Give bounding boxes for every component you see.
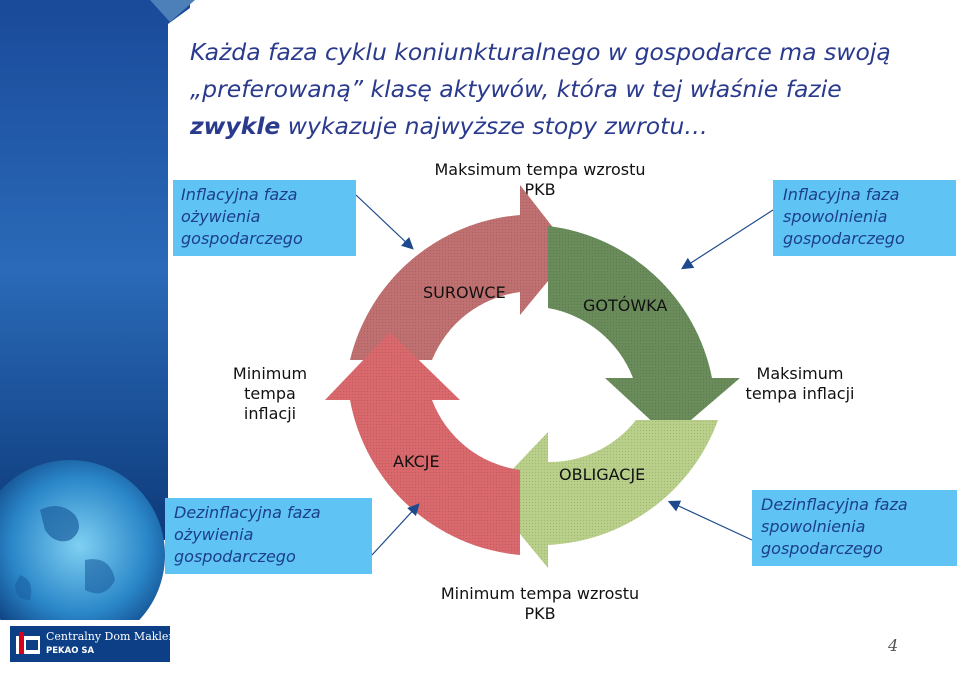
page-number: 4 [888,636,899,655]
label-text: Maksimum tempa wzrostu [434,160,646,179]
box-text: spowolnienia [783,207,888,226]
title-line-1: Każda faza cyklu koniunkturalnego w gospodarce ma swoją [190,38,891,66]
label-text: tempa inflacji [745,384,855,403]
box-text: gospodarczego [181,229,303,248]
label-akcje: AKCJE [393,452,440,471]
label-surowce: SUROWCE [423,283,506,302]
connector-arrow [372,505,418,555]
box-text: Inflacyjna faza [783,185,900,204]
connector-arrow [670,502,752,540]
title-line-2: „preferowaną” klasę aktywów, która w tej właśnie fazie [190,75,842,103]
box-text: gospodarczego [783,229,905,248]
box-text: gospodarczego [761,539,883,558]
label-text: PKB [524,180,556,199]
box-text: Inflacyjna faza [181,185,298,204]
connector-arrow [683,210,773,268]
title-line-3-rest: wykazuje najwyższe stopy zwrotu… [280,112,708,140]
label-gotowka: GOTÓWKA [583,296,668,315]
label-text: Minimum [232,364,308,383]
label-obligacje: OBLIGACJE [559,465,646,484]
box-text: ożywienia [174,525,254,544]
label-text: Minimum tempa wzrostu [440,584,640,603]
box-text: ożywienia [181,207,261,226]
logo-name: Centralny Dom Maklerski [46,630,190,643]
label-text: Maksimum [756,364,844,383]
label-text: inflacji [243,404,297,423]
label-text: tempa [244,384,296,403]
box-text: Dezinflacyjna faza [761,495,908,514]
label-text: PKB [524,604,556,623]
logo-sub: PEKAO SA [46,646,95,656]
box-text: spowolnienia [761,517,866,536]
box-text: gospodarczego [174,547,296,566]
company-logo [10,626,190,662]
box-text: Dezinflacyjna faza [174,503,321,522]
logo-mark-icon [16,632,42,656]
title-emphasis: zwykle [190,112,281,140]
connector-arrow [356,195,412,248]
